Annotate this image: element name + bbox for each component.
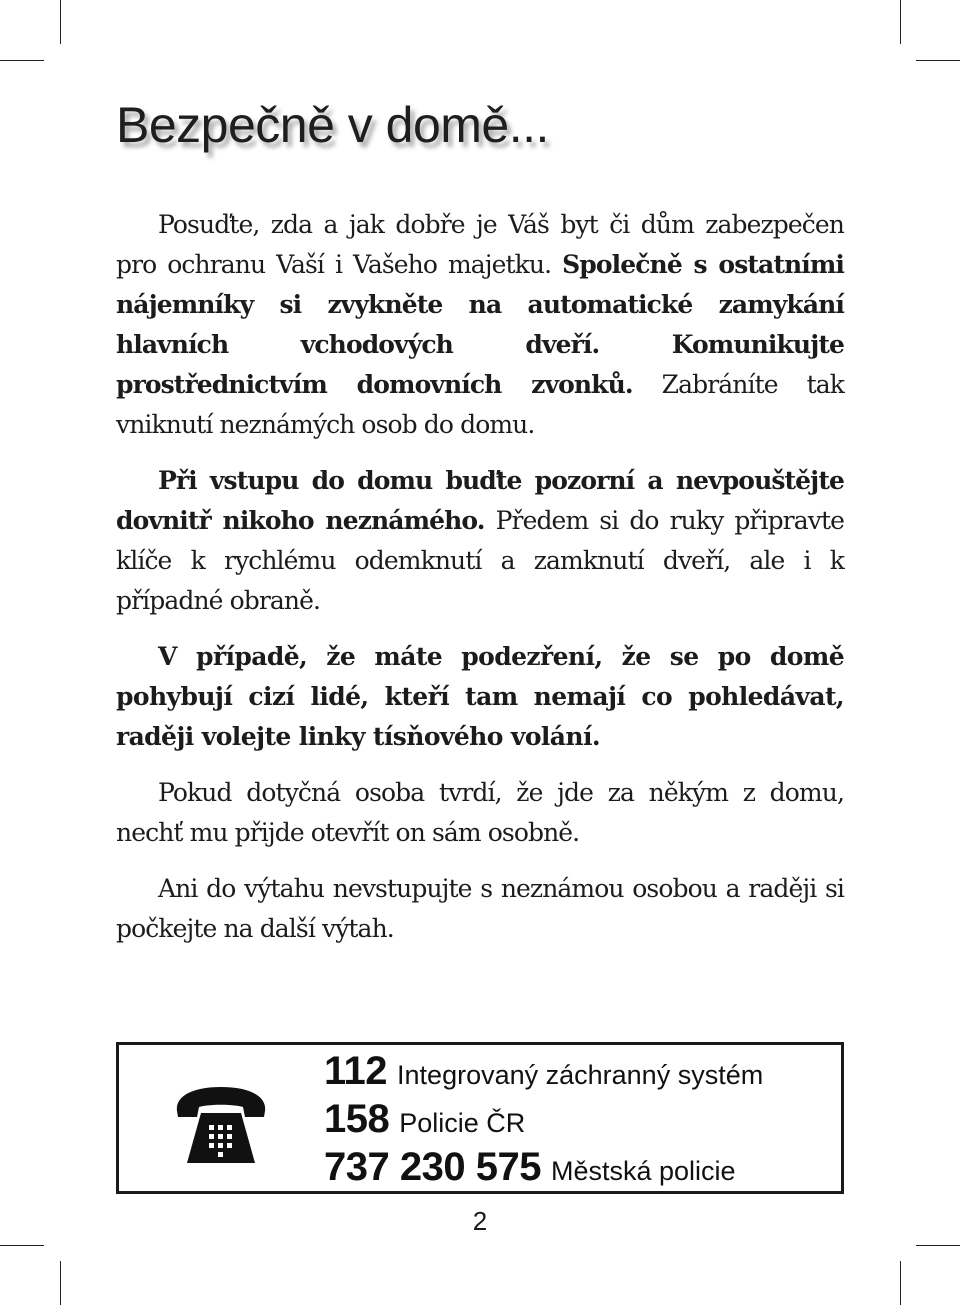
text-segment-bold: Při vstupu do domu buďte pozorní a nevpouštějte dovnitř nikoho neznámého. — [116, 466, 844, 535]
text-segment: Pokud dotyčná osoba tvrdí, že jde za někým z domu, nechť mu přijde otevřít on sám osobně. — [116, 778, 844, 847]
phone-number: 158 — [324, 1097, 390, 1141]
crop-mark — [60, 1261, 61, 1305]
paragraph-4 — [116, 773, 844, 853]
paragraph-5 — [116, 869, 844, 949]
page-title: Bezpečně v domě... — [116, 97, 549, 153]
body-text — [116, 205, 844, 965]
page-number: 2 — [472, 1206, 488, 1236]
text-segment: Předem si do ruky připravte klíče k rychlému odemknutí a zamknutí dveří, ale i k případné obraně. — [116, 506, 844, 615]
phone-number: 737 230 575 — [324, 1145, 541, 1189]
text-segment: Ani do výtahu nevstupujte s neznámou osobou a raději si počkejte na další výtah. — [116, 874, 844, 943]
text-segment-bold: Společně s ostatními nájemníky si zvykněte na automatické zamykání hlavních vchodových dveří. Komunikujte prostřednictvím domovních zvonků. — [116, 250, 844, 399]
text-segment: Posuďte, zda a jak dobře je Váš byt či dům zabezpečen pro ochranu Vaší i Vašeho majetku. — [116, 210, 844, 279]
crop-mark — [60, 0, 61, 44]
paragraph-2 — [116, 461, 844, 621]
emergency-row-158 — [324, 1097, 763, 1145]
crop-mark — [916, 1245, 960, 1246]
paragraph-1 — [116, 205, 844, 445]
crop-mark — [916, 60, 960, 61]
telephone-icon — [171, 1083, 271, 1167]
crop-mark — [900, 1261, 901, 1305]
phone-label: Městská policie — [550, 1156, 736, 1186]
text-segment-bold: V případě, že máte podezření, že se po domě pohybují cizí lidé, kteří tam nemají co pohledávat, raději volejte linky tísňového volání. — [116, 642, 844, 751]
numbers-list — [324, 1049, 763, 1193]
phone-number: 112 — [324, 1049, 388, 1093]
crop-mark — [900, 0, 901, 44]
phone-label: Policie ČR — [399, 1108, 526, 1138]
emergency-row-city-police — [324, 1145, 763, 1193]
crop-mark — [0, 60, 44, 61]
emergency-numbers-box — [116, 1042, 844, 1194]
phone-label: Integrovaný záchranný systém — [397, 1060, 764, 1090]
crop-mark — [0, 1245, 44, 1246]
text-segment: Zabráníte tak vniknutí neznámých osob do domu. — [116, 370, 845, 439]
emergency-row-112 — [324, 1049, 763, 1097]
paragraph-3 — [116, 637, 844, 757]
